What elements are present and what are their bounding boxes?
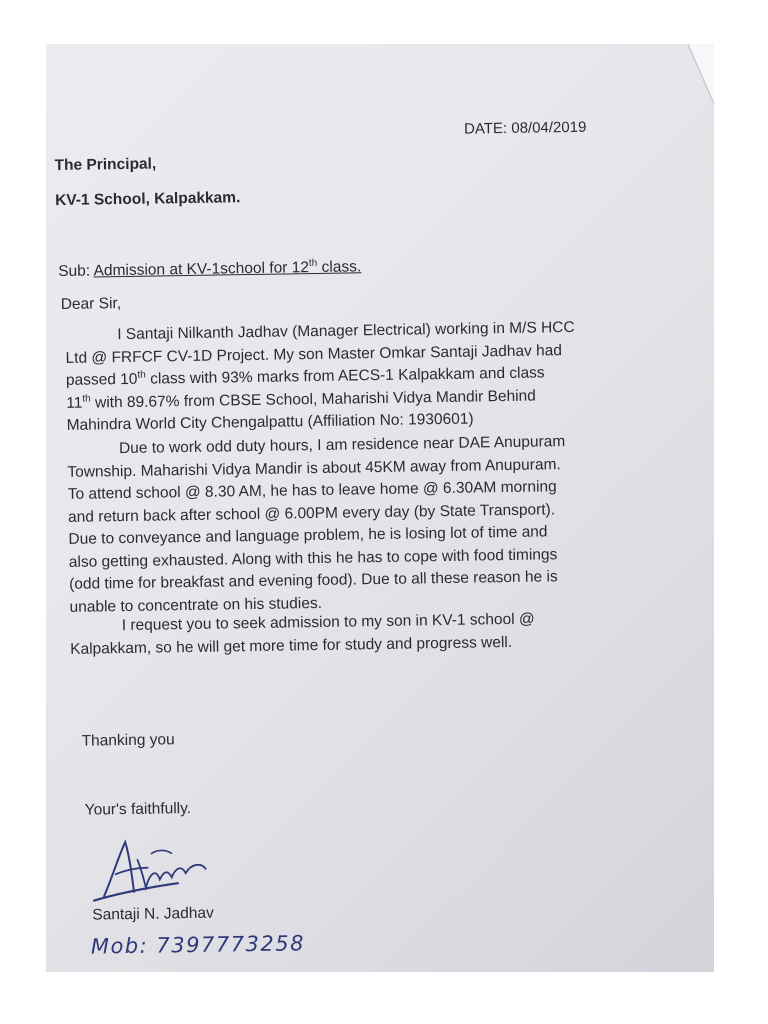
- subject-prefix: Sub:: [58, 262, 91, 281]
- subject-line: [58, 258, 361, 281]
- letter-body: [46, 44, 714, 972]
- subject-text: Admission at KV-1school for 12th class.: [93, 257, 362, 280]
- recipient-title: The Principal,: [54, 155, 157, 175]
- recipient-school: KV-1 School, Kalpakkam.: [54, 189, 241, 210]
- letter-paper: [46, 44, 714, 972]
- paragraph-request: I request you to seek admission to my son in KV-1 school @ Kalpakkam, so he will get more time for study and progress well.: [70, 610, 535, 658]
- salutation: Dear Sir,: [60, 295, 122, 313]
- closing-thanks: Thanking you: [81, 731, 175, 750]
- closing-faithfully: Your's faithfully.: [84, 800, 192, 819]
- paragraph-intro: I Santaji Nilkanth Jadhav (Manager Electrical) working in M/S HCC Ltd @ FRFCF CV-1D Project. My son Master Omkar Santaji Jadhav had passed 10th class with 93% marks from AECS-1 Kalpakkam and class 11th with 89.67% from CBSE School, Maharishi Vidya Mandir Behind Mahindra World City Chengalpattu (Affiliation No: 1930601): [65, 318, 575, 434]
- handwritten-mobile-number: Mob: 7397773258: [90, 931, 306, 959]
- handwritten-signature: [85, 832, 226, 914]
- signatory-name: Santaji N. Jadhav: [92, 904, 214, 924]
- paragraph-reason: Due to work odd duty hours, I am residence near DAE Anupuram Township. Maharishi Vidya Mandir is about 45KM away from Anupuram. To attend school @ 8.30 AM, he has to leave home @ 6.30AM morning and return back after school @ 6.00PM every day (by State Transport). Due to conveyance and language problem, he is losing lot of time and also getting exhausted. Along with this he has to cope with food timings (odd time for breakfast and evening food). Due to all these reason he is unable to concentrate on his studies.: [67, 433, 566, 616]
- letter-date: DATE: 08/04/2019: [463, 118, 587, 138]
